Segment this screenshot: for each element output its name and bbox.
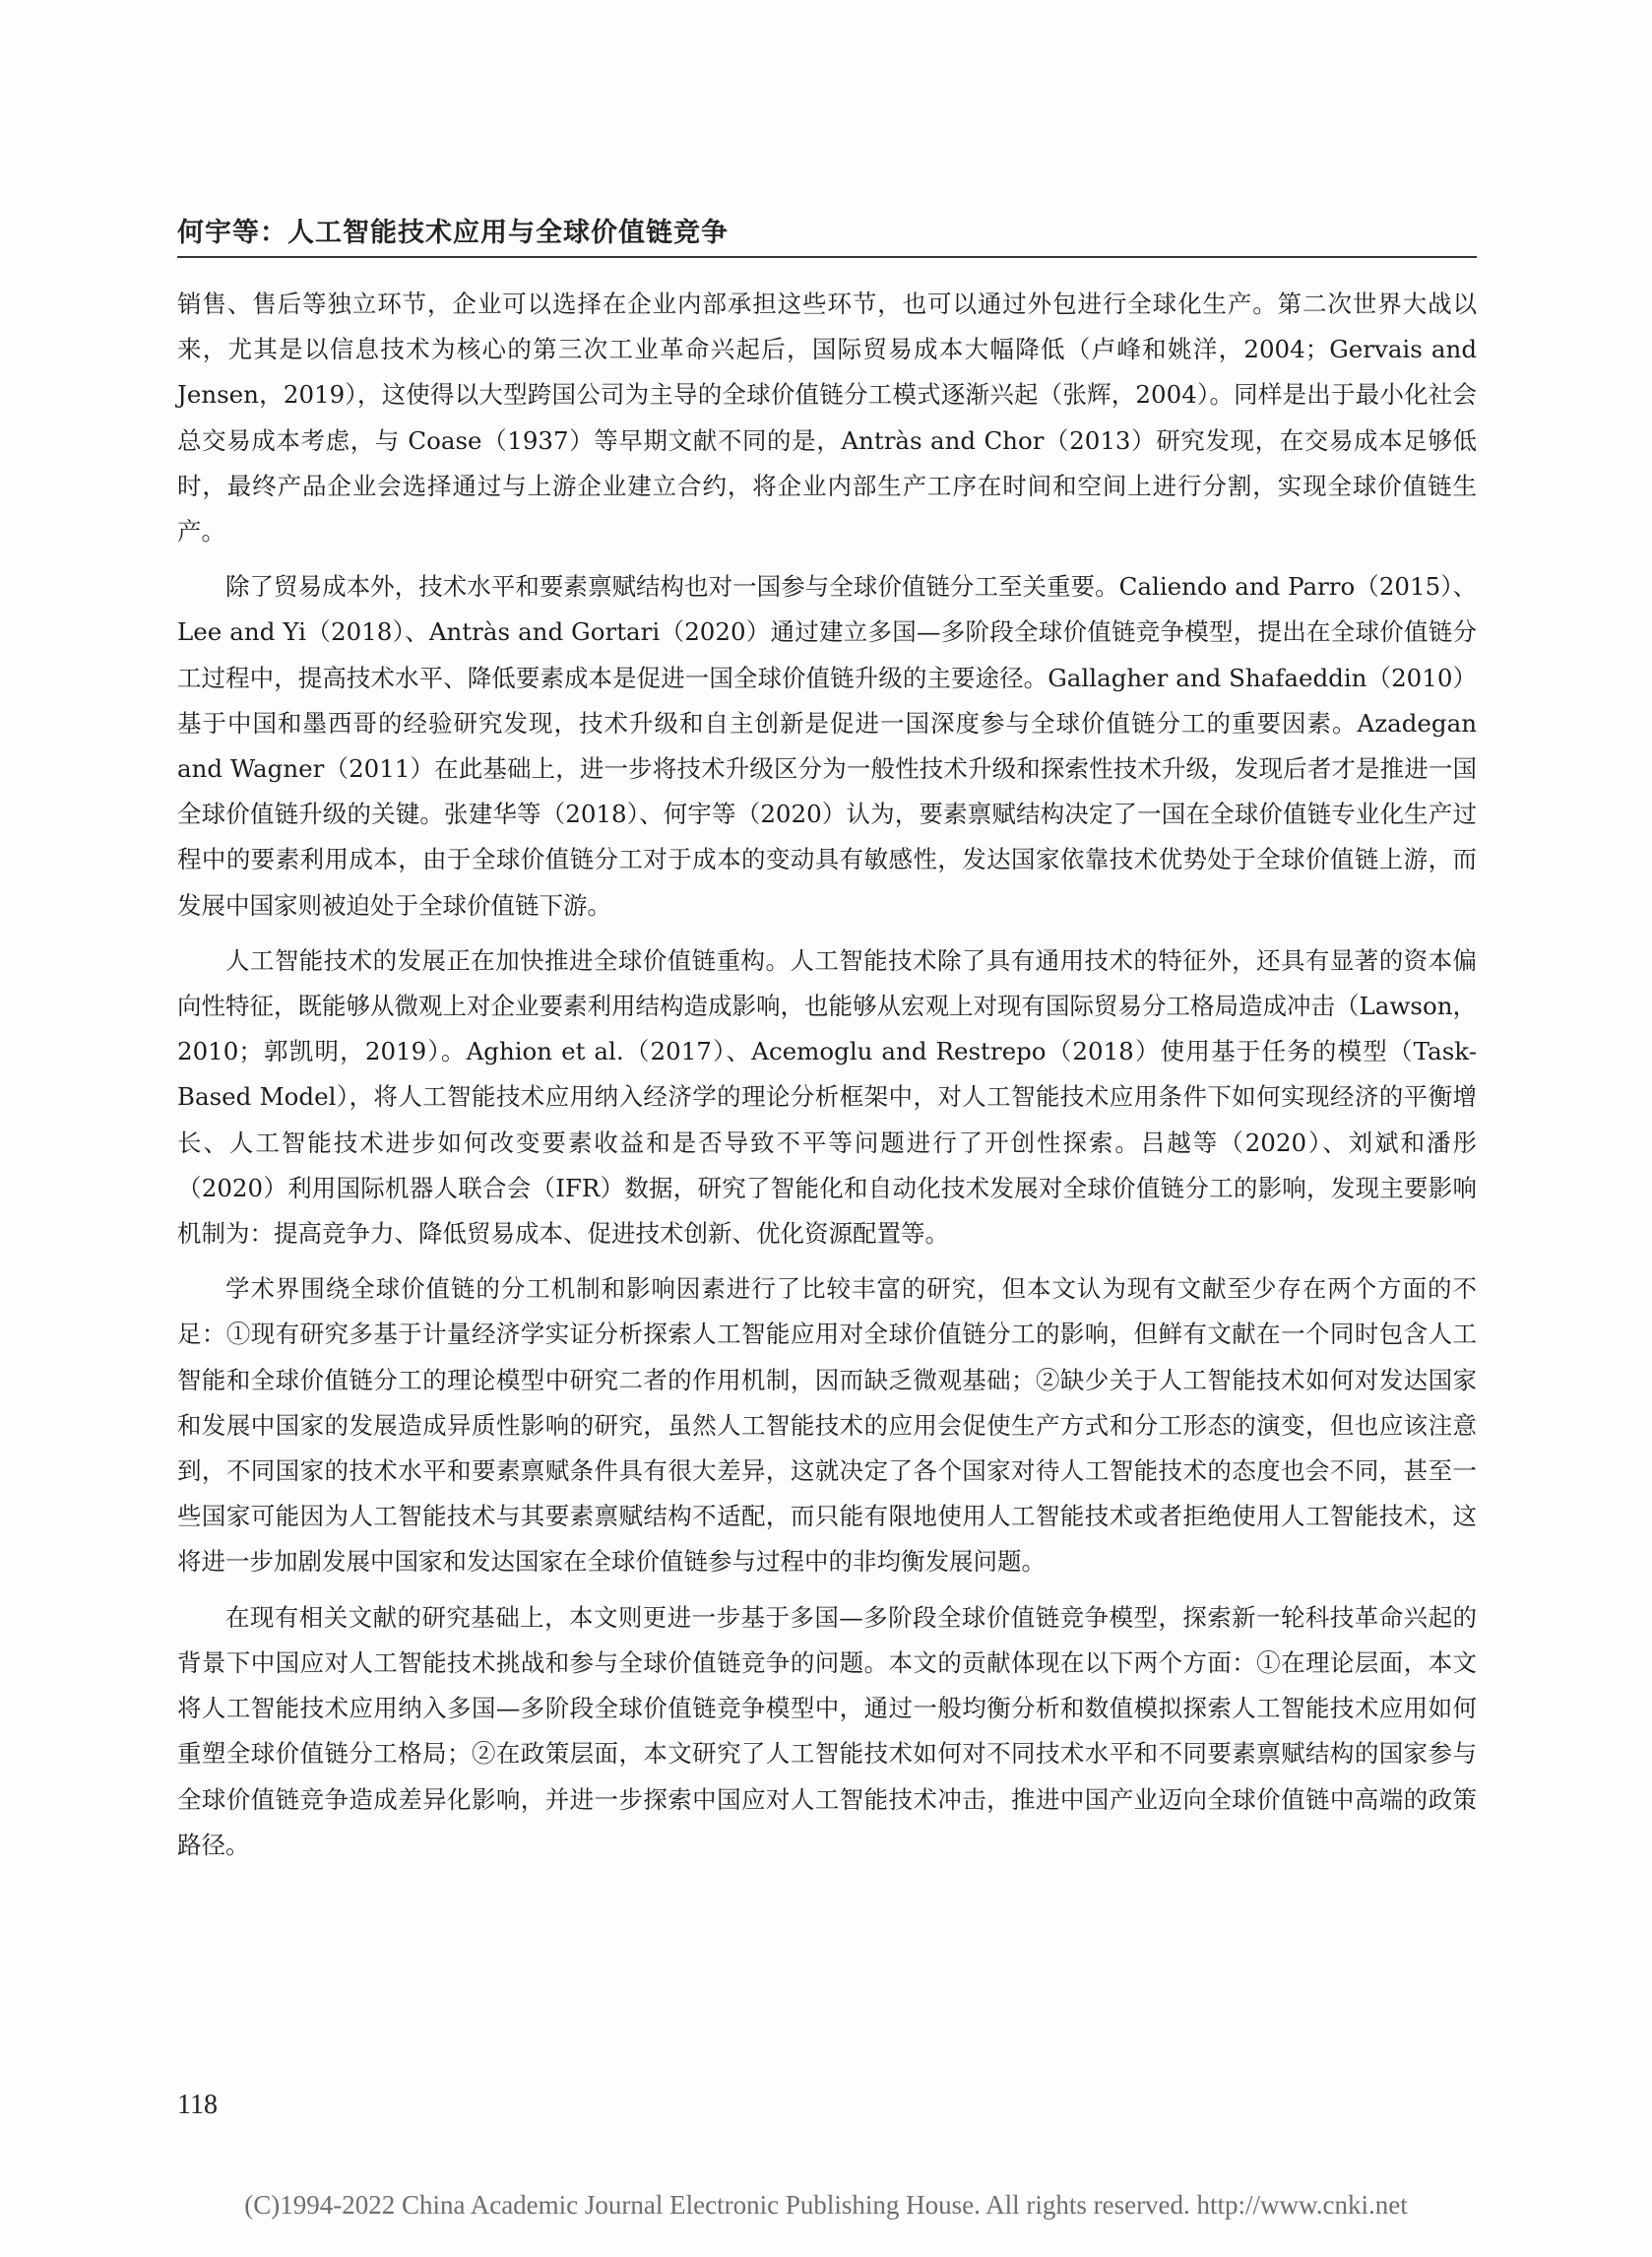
header-rule [177,256,1477,258]
paragraph-2: 除了贸易成本外，技术水平和要素禀赋结构也对一国参与全球价值链分工至关重要。Caliendo and Parro（2015）、Lee and Yi（2018）、Antràs and Gortari（2020）通过建立多国—多阶段全球价值链竞争模型，提出在全球价值链分工过程中，提高技术水平、降低要素成本是促进一国全球价值链升级的主要途径。Gallagher and Shafaeddin（2010）基于中国和墨西哥的经验研究发现，技术升级和自主创新是促进一国深度参与全球价值链分工的重要因素。Azadegan and Wagner（2011）在此基础上，进一步将技术升级区分为一般性技术升级和探索性技术升级，发现后者才是推进一国全球价值链升级的关键。张建华等（2018）、何宇等（2020）认为，要素禀赋结构决定了一国在全球价值链专业化生产过程中的要素利用成本，由于全球价值链分工对于成本的变动具有敏感性，发达国家依靠技术优势处于全球价值链上游，而发展中国家则被迫处于全球价值链下游。 [177,572,1477,920]
paragraph-4: 学术界围绕全球价值链的分工机制和影响因素进行了比较丰富的研究，但本文认为现有文献至少存在两个方面的不足：①现有研究多基于计量经济学实证分析探索人工智能应用对全球价值链分工的影响，但鲜有文献在一个同时包含人工智能和全球价值链分工的理论模型中研究二者的作用机制，因而缺乏微观基础；②缺少关于人工智能技术如何对发达国家和发展中国家的发展造成异质性影响的研究，虽然人工智能技术的应用会促使生产方式和分工形态的演变，但也应该注意到，不同国家的技术水平和要素禀赋条件具有很大差异，这就决定了各个国家对待人工智能技术的态度也会不同，甚至一些国家可能因为人工智能技术与其要素禀赋结构不适配，而只能有限地使用人工智能技术或者拒绝使用人工智能技术，这将进一步加剧发展中国家和发达国家在全球价值链参与过程中的非均衡发展问题。 [177,1274,1477,1577]
running-header: 何宇等：人工智能技术应用与全球价值链竞争 [177,218,729,248]
paragraph-1: 销售、售后等独立环节，企业可以选择在企业内部承担这些环节，也可以通过外包进行全球化生产。第二次世界大战以来，尤其是以信息技术为核心的第三次工业革命兴起后，国际贸易成本大幅降低（卢峰和姚洋，2004；Gervais and Jensen，2019），这使得以大型跨国公司为主导的全球价值链分工模式逐渐兴起（张辉，2004）。同样是出于最小化社会总交易成本考虑，与 Coase（1937）等早期文献不同的是，Antràs and Chor（2013）研究发现，在交易成本足够低时，最终产品企业会选择通过与上游企业建立合约，将企业内部生产工序在时间和空间上进行分割，实现全球价值链生产。 [177,290,1477,547]
page-number: 118 [177,2090,218,2120]
article-body [177,282,1477,1878]
paragraph-5: 在现有相关文献的研究基础上，本文则更进一步基于多国—多阶段全球价值链竞争模型，探索新一轮科技革命兴起的背景下中国应对人工智能技术挑战和参与全球价值链竞争的问题。本文的贡献体现在以下两个方面：①在理论层面，本文将人工智能技术应用纳入多国—多阶段全球价值链竞争模型中，通过一般均衡分析和数值模拟探索人工智能技术应用如何重塑全球价值链分工格局；②在政策层面，本文研究了人工智能技术如何对不同技术水平和不同要素禀赋结构的国家参与全球价值链竞争造成差异化影响，并进一步探索中国应对人工智能技术冲击，推进中国产业迈向全球价值链中高端的政策路径。 [177,1602,1477,1859]
copyright-footer: (C)1994-2022 China Academic Journal Electronic Publishing House. All rights reserved. http://www.cnki.net [244,2190,1408,2220]
paragraph-3: 人工智能技术的发展正在加快推进全球价值链重构。人工智能技术除了具有通用技术的特征外，还具有显著的资本偏向性特征，既能够从微观上对企业要素利用结构造成影响，也能够从宏观上对现有国际贸易分工格局造成冲击（Lawson，2010；郭凯明，2019）。Aghion et al.（2017）、Acemoglu and Restrepo（2018）使用基于任务的模型（Task-Based Model），将人工智能技术应用纳入经济学的理论分析框架中，对人工智能技术应用条件下如何实现经济的平衡增长、人工智能技术进步如何改变要素收益和是否导致不平等问题进行了开创性探索。吕越等（2020）、刘斌和潘彤（2020）利用国际机器人联合会（IFR）数据，研究了智能化和自动化技术发展对全球价值链分工的影响，发现主要影响机制为：提高竞争力、降低贸易成本、促进技术创新、优化资源配置等。 [177,945,1477,1249]
